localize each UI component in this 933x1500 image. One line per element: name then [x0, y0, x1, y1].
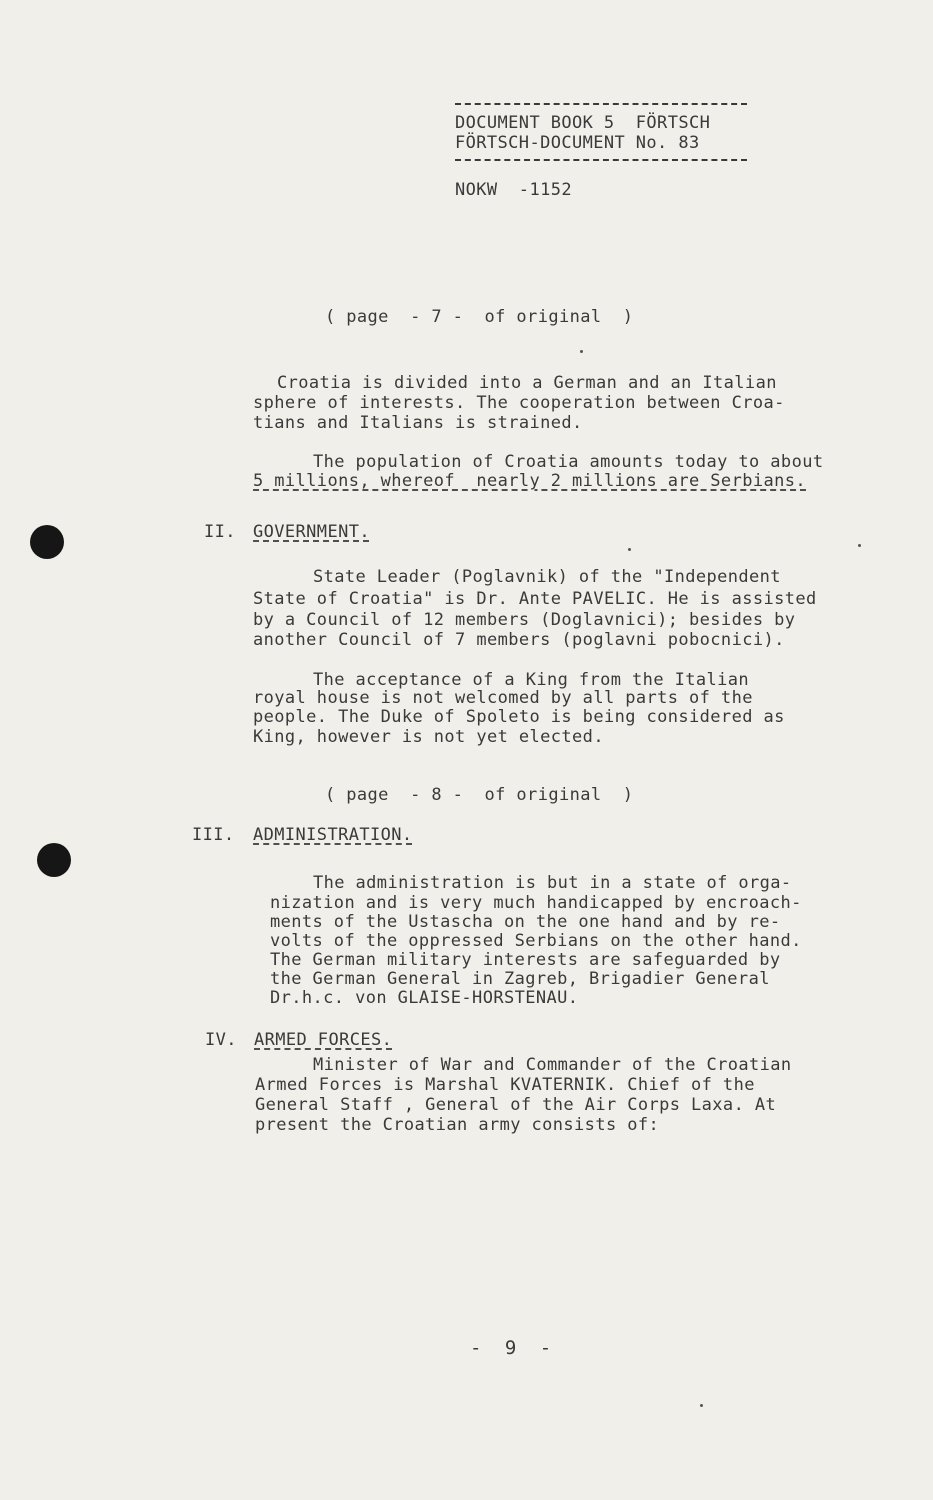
administration-line: volts of the oppressed Serbians on the other hand.	[270, 931, 802, 951]
armed-forces-line: present the Croatian army consists of:	[255, 1115, 660, 1135]
punch-hole-bottom	[37, 843, 71, 877]
government-line: State of Croatia" is Dr. Ante PAVELIC. He is assisted	[253, 589, 817, 609]
king-line: The acceptance of a King from the Italian	[313, 670, 750, 690]
section-number-ii: II.	[204, 522, 236, 542]
header-document-line: FÖRTSCH-DOCUMENT No. 83	[455, 133, 700, 153]
administration-line: Dr.h.c. von GLAISE-HORSTENAU.	[270, 988, 579, 1008]
administration-line: The German military interests are safeguarded by	[270, 950, 781, 970]
paper-speck	[580, 350, 583, 353]
government-line: by a Council of 12 members (Doglavnici); besides by	[253, 610, 796, 630]
header-rule-top	[455, 103, 747, 105]
government-line: another Council of 7 members (poglavni pobocnici).	[253, 630, 785, 650]
armed-forces-line: Minister of War and Commander of the Croatian	[313, 1055, 792, 1075]
intro-line: tians and Italians is strained.	[253, 413, 583, 433]
section-heading-government: GOVERNMENT.	[253, 522, 370, 542]
paper-speck	[700, 1404, 703, 1407]
administration-line: The administration is but in a state of orga-	[313, 873, 792, 893]
page-number: - 9 -	[470, 1337, 558, 1359]
paper-speck	[628, 548, 631, 551]
header-book-line: DOCUMENT BOOK 5 FÖRTSCH	[455, 113, 711, 133]
intro-line: sphere of interests. The cooperation between Croa-	[253, 393, 785, 413]
header-rule-bottom	[455, 159, 747, 161]
header-nokw-ref: NOKW -1152	[455, 180, 572, 200]
administration-line: the German General in Zagreb, Brigadier General	[270, 969, 770, 989]
section-number-iv: IV.	[205, 1030, 237, 1050]
armed-forces-line: Armed Forces is Marshal KVATERNIK. Chief of the	[255, 1075, 755, 1095]
king-line: King, however is not yet elected.	[253, 727, 604, 747]
section-heading-armed-forces: ARMED FORCES.	[254, 1030, 393, 1050]
page-marker-7: ( page - 7 - of original )	[325, 307, 634, 327]
government-line: State Leader (Poglavnik) of the "Independent	[313, 567, 781, 587]
page-marker-8: ( page - 8 - of original )	[325, 785, 634, 805]
paper-speck	[858, 544, 861, 547]
section-heading-administration: ADMINISTRATION.	[253, 825, 413, 845]
punch-hole-top	[30, 525, 64, 559]
administration-line: nization and is very much handicapped by encroach-	[270, 893, 802, 913]
population-line: The population of Croatia amounts today to about	[313, 452, 824, 472]
king-line: people. The Duke of Spoleto is being considered as	[253, 707, 785, 727]
section-number-iii: III.	[192, 825, 235, 845]
intro-line: Croatia is divided into a German and an Italian	[277, 373, 777, 393]
administration-line: ments of the Ustascha on the one hand and by re-	[270, 912, 781, 932]
armed-forces-line: General Staff , General of the Air Corps Laxa. At	[255, 1095, 777, 1115]
population-line-underlined: 5 millions, whereof nearly 2 millions are Serbians.	[253, 471, 807, 491]
king-line: royal house is not welcomed by all parts of the	[253, 688, 753, 708]
